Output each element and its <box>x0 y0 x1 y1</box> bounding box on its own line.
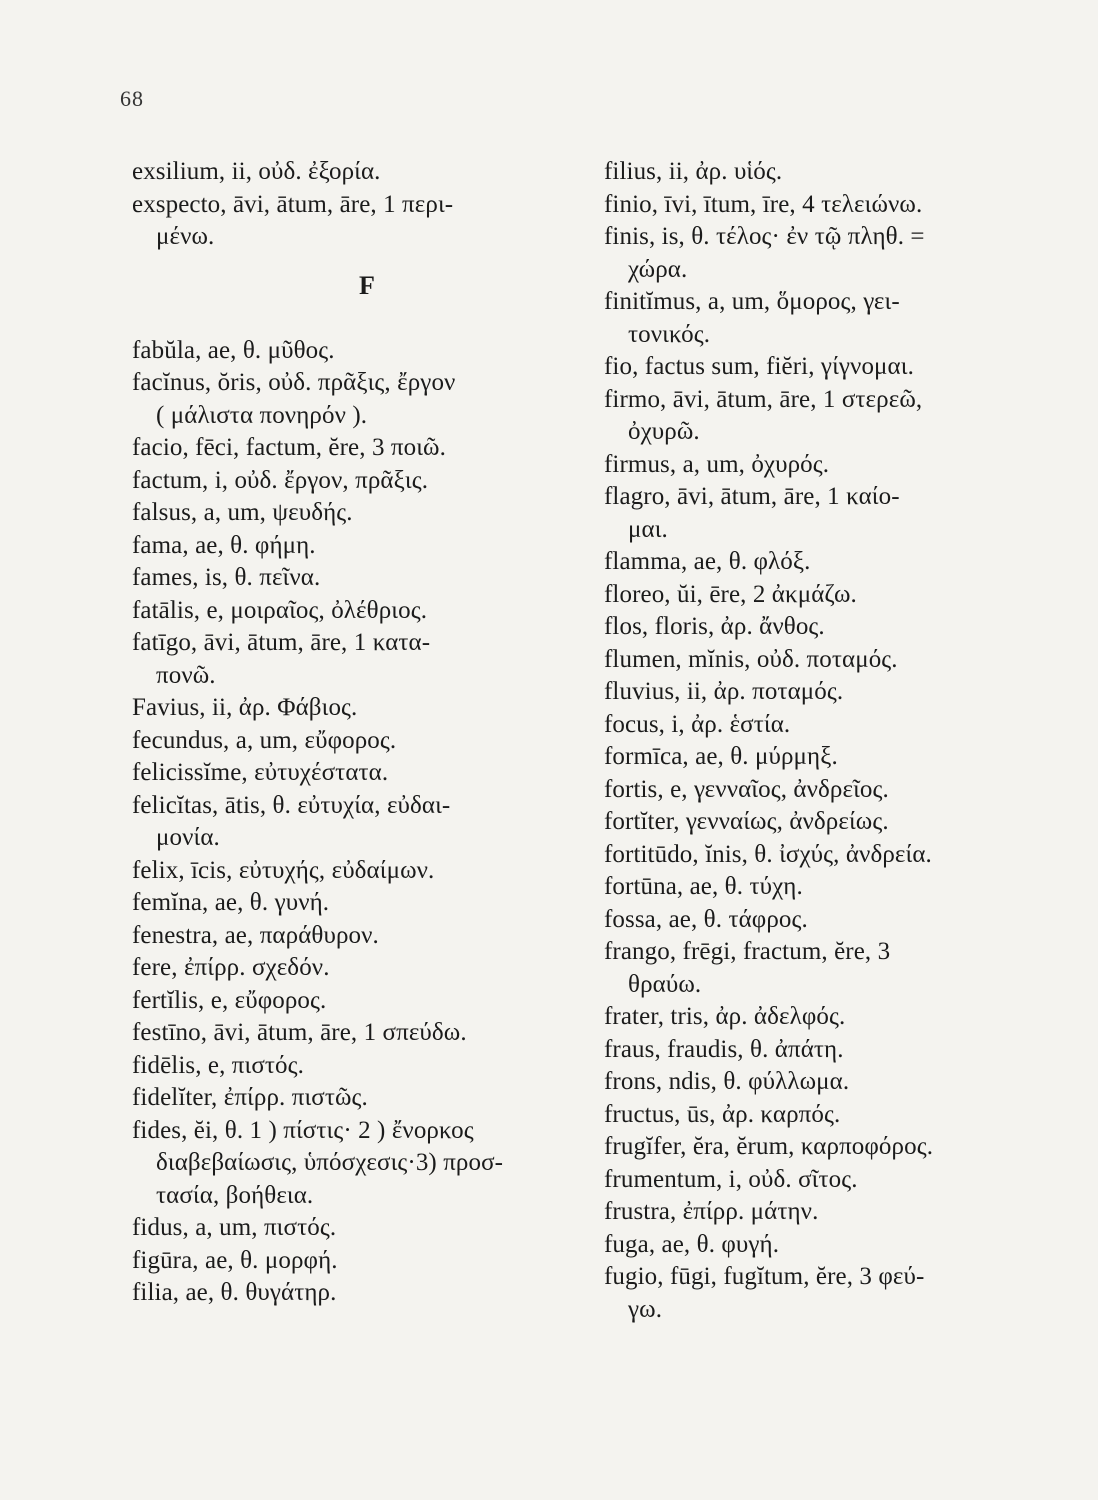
entry-line: fluvius, ii, ἀρ. ποταμός. <box>604 678 844 705</box>
entry-line: facĭnus, ŏris, οὐδ. πρᾶξις, ἔργον <box>132 369 456 396</box>
entry-line: fortĭter, γενναίως, ἀνδρείως. <box>604 808 889 835</box>
entry-line: fortūna, ae, θ. τύχη. <box>604 873 803 900</box>
entry-line: filius, ii, ἀρ. υἱός. <box>604 158 783 185</box>
entry-line: fabŭla, ae, θ. μῦθος. <box>132 336 335 364</box>
entry-line: finis, is, θ. τέλος· ἐν τῷ πληθ. = <box>604 223 925 250</box>
entry-line: figūra, ae, θ. μορφή. <box>132 1246 338 1274</box>
entry-line: frumentum, i, οὐδ. σῖτος. <box>604 1165 858 1193</box>
entry-line: flamma, ae, θ. φλόξ. <box>604 548 811 575</box>
section-letter-heading: F <box>359 270 375 300</box>
entry-line: fames, is, θ. πεῖνα. <box>132 564 321 591</box>
entry-line: firmo, āvi, ātum, āre, 1 στερεῶ, <box>604 385 923 413</box>
entry-line: finio, īvi, ītum, īre, 4 τελειώνω. <box>604 190 923 218</box>
entry-line: exspecto, āvi, ātum, āre, 1 περι- <box>132 190 454 218</box>
entry-line: fugio, fūgi, fugĭtum, ĕre, 3 φεύ- <box>604 1263 925 1290</box>
entry-line: exsilium, ii, οὐδ. ἐξορία. <box>132 158 381 185</box>
entry-line: flos, floris, ἀρ. ἄνθος. <box>604 613 825 640</box>
entry-line: felicissĭme, εὐτυχέστατα. <box>132 759 389 786</box>
entry-line: fraus, fraudis, θ. ἀπάτη. <box>604 1035 844 1063</box>
entry-line: frustra, ἐπίρρ. μάτην. <box>604 1198 819 1225</box>
entry-line: fio, factus sum, fiĕri, γίγνομαι. <box>604 353 914 380</box>
entry-continuation: ὀχυρῶ. <box>628 418 700 445</box>
entry-line: frons, ndis, θ. φύλλωμα. <box>604 1068 850 1095</box>
entry-line: flagro, āvi, ātum, āre, 1 καίο- <box>604 483 900 510</box>
entry-line: flumen, mĭnis, οὐδ. ποταμός. <box>604 645 898 673</box>
entry-line: frater, tris, ἀρ. ἀδελφός. <box>604 1003 846 1030</box>
entry-line: fides, ĕi, θ. 1 ) πίστις· 2 ) ἔνορκος <box>132 1116 474 1144</box>
entry-line: frugĭfer, ĕra, ĕrum, καρποφόρος. <box>604 1133 934 1160</box>
entry-continuation: τασία, βοήθεια. <box>156 1181 314 1209</box>
entry-continuation: μένω. <box>156 223 215 250</box>
entry-line: fructus, ūs, ἀρ. καρπός. <box>604 1100 841 1128</box>
entry-line: felix, īcis, εὐτυχής, εὐδαίμων. <box>132 856 435 884</box>
entry-line: fama, ae, θ. φήμη. <box>132 531 316 559</box>
entry-line: floreo, ŭi, ēre, 2 ἀκμάζω. <box>604 580 857 608</box>
entry-line: fidēlis, e, πιστός. <box>132 1051 305 1079</box>
entry-continuation: ( μάλιστα πονηρόν ). <box>156 401 368 429</box>
entry-continuation: θραύω. <box>628 970 702 998</box>
page-number: 68 <box>120 86 144 111</box>
entry-line: Favius, ii, ἀρ. Φάβιος. <box>132 694 358 721</box>
entry-line: festīno, āvi, ātum, āre, 1 σπεύδω. <box>132 1019 467 1046</box>
entry-line: fertĭlis, e, εὔφορος. <box>132 986 327 1014</box>
entry-line: frango, frēgi, fractum, ĕre, 3 <box>604 938 891 965</box>
entry-line: fidelĭter, ἐπίρρ. πιστῶς. <box>132 1084 368 1111</box>
left-column <box>132 156 572 1310</box>
entry-continuation: μαι. <box>628 515 668 543</box>
entry-line: factum, i, οὐδ. ἔργον, πρᾶξις. <box>132 466 429 494</box>
entry-line: filia, ae, θ. θυγάτηρ. <box>132 1279 337 1306</box>
entry-line: fatīgo, āvi, ātum, āre, 1 κατα- <box>132 629 431 656</box>
entry-continuation: τονικός. <box>628 320 711 348</box>
entry-continuation: πονῶ. <box>156 661 216 689</box>
entry-line: focus, i, ἀρ. ἑστία. <box>604 710 791 738</box>
entry-line: fossa, ae, θ. τάφρος. <box>604 905 808 933</box>
entry-line: firmus, a, um, ὀχυρός. <box>604 450 830 478</box>
entry-line: fecundus, a, um, εὔφορος. <box>132 726 397 754</box>
entry-continuation: διαβεβαίωσις, ὑπόσχεσις·3) προσ- <box>156 1149 504 1176</box>
entry-continuation: γω. <box>628 1295 663 1323</box>
entry-line: fatālis, e, μοιραῖος, ὀλέθριος. <box>132 596 428 624</box>
entry-line: finitĭmus, a, um, ὅμορος, γει- <box>604 288 900 315</box>
entry-line: fidus, a, um, πιστός. <box>132 1214 337 1241</box>
entry-continuation: χώρα. <box>628 255 688 283</box>
entry-line: fere, ἐπίρρ. σχεδόν. <box>132 954 330 981</box>
entry-line: falsus, a, um, ψευδής. <box>132 499 353 526</box>
entry-line: formīca, ae, θ. μύρμηξ. <box>604 743 838 770</box>
entry-line: fortis, e, γενναῖος, ἀνδρεῖος. <box>604 775 889 803</box>
entry-continuation: μονία. <box>156 824 220 851</box>
entry-line: fortitūdo, ĭnis, θ. ἰσχύς, ἀνδρεία. <box>604 840 932 868</box>
entry-line: facio, fēci, factum, ĕre, 3 ποιῶ. <box>132 434 446 461</box>
right-column <box>604 156 1044 1326</box>
entry-line: fenestra, ae, παράθυρον. <box>132 921 379 949</box>
entry-line: femĭna, ae, θ. γυνή. <box>132 889 330 916</box>
entry-line: felicĭtas, ātis, θ. εὐτυχία, εὐδαι- <box>132 791 451 819</box>
entry-line: fuga, ae, θ. φυγή. <box>604 1230 780 1258</box>
